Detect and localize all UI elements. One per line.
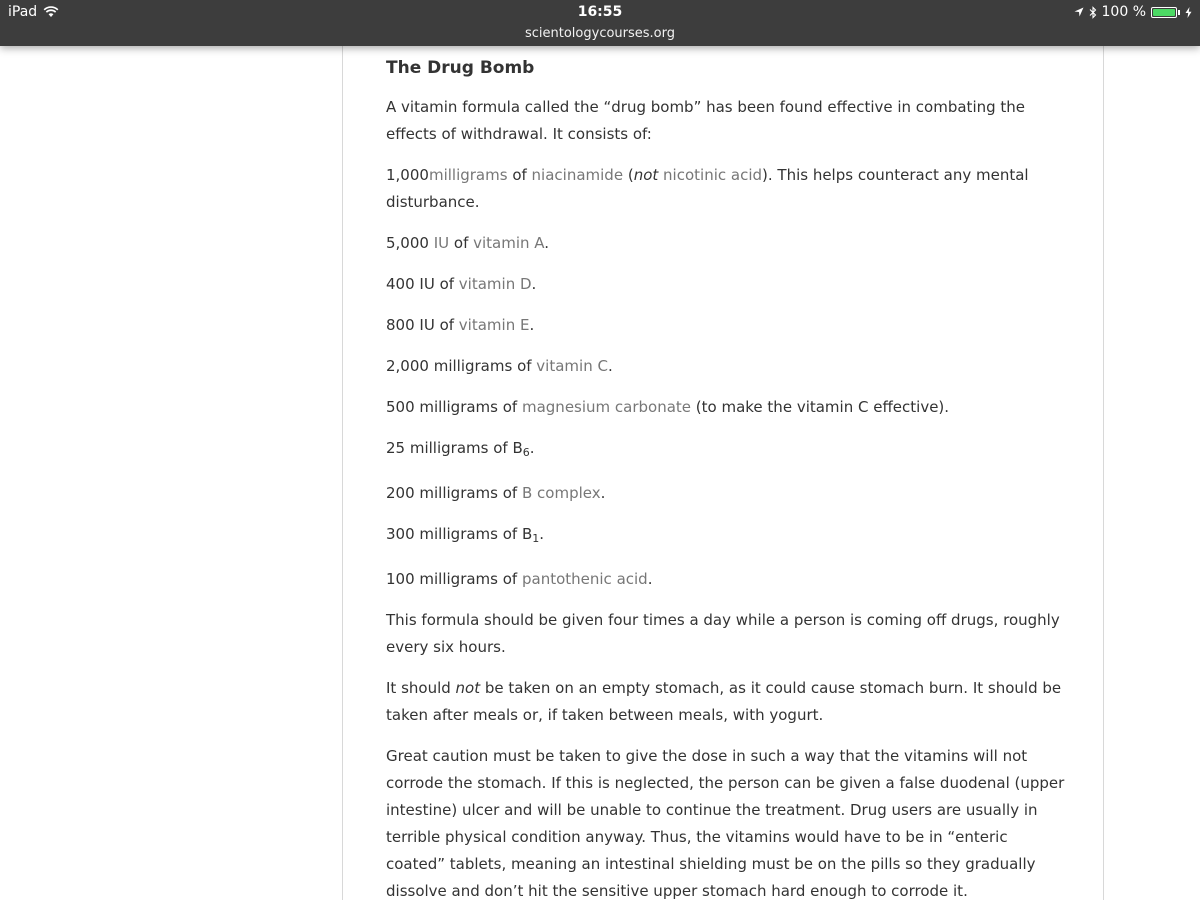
niacin-not-emphasis: not [633,166,659,184]
stomach-post: be taken on an empty stomach, as it could cause stomach burn. It should be taken after meals or, if taken between meals, with yogurt. [386,679,1062,724]
niacinamide-link[interactable]: niacinamide [531,166,624,184]
magnesium-item [386,394,1066,421]
b6-amount: 25 milligrams of B [386,439,523,457]
status-bar [0,0,1200,46]
vit-a-end: . [544,234,550,252]
article [386,56,1066,919]
clock: 16:55 [577,4,623,20]
b1-amount: 300 milligrams of B [386,525,533,543]
vit-c-end: . [607,357,613,375]
battery-percent: 100 % [1101,4,1146,20]
iu-link[interactable]: IU [433,234,450,252]
vitamin-e-item [386,312,1066,339]
battery-icon [1151,7,1177,18]
b-complex-link[interactable]: B complex [521,484,601,502]
pantothenic-acid-link[interactable]: pantothenic acid [521,570,648,588]
vitamin-e-link[interactable]: vitamin E [458,316,530,334]
b-complex-item [386,480,1066,507]
caution-paragraph: Great caution must be taken to give the dose in such a way that the vitamins will not corrode the stomach. If this is neglected, the person can be given a false duodenal (upper intestine) ulcer and will be unable to continue the treatment. Drug users are usually in terrible physical condition anyway. Thus, the vitamins would have to be in “enteric coated” tablets, meaning an intestinal shielding must be on the pills so they gradually dissolve and don’t hit the sensitive upper stomach hard enough to corrode it. [386,747,1065,900]
niacinamide-item [386,162,1066,216]
b6-subscript: 6 [522,446,530,459]
b1-item [386,521,1066,548]
dosage-paragraph: This formula should be given four times a day while a person is coming off drugs, roughly every six hours. [386,611,1060,656]
niacin-paren: ( [623,166,634,184]
vitamin-a-item [386,230,1066,257]
bcomplex-end: . [600,484,606,502]
charging-icon [1185,7,1192,18]
device-label: iPad [8,4,38,20]
status-right [1074,4,1192,20]
stomach-pre: It should [386,679,456,697]
vitamin-c-item [386,353,1066,380]
stomach-not-emphasis: not [455,679,481,697]
pantothenic-end: . [647,570,653,588]
bluetooth-icon [1089,6,1097,19]
stomach-paragraph [386,675,1066,729]
bcomplex-amount: 200 milligrams of [386,484,522,502]
intro-paragraph: A vitamin formula called the “drug bomb” has been found effective in combating the effects of withdrawal. It consists of: [386,98,1026,143]
magnesium-amount: 500 milligrams of [386,398,522,416]
battery-tip [1178,10,1180,15]
b1-end: . [539,525,545,543]
magnesium-carbonate-link[interactable]: magnesium carbonate [521,398,692,416]
url-label[interactable]: scientologycourses.org [524,26,675,41]
niacin-amount: 1,000 [386,166,429,184]
location-arrow-icon [1074,7,1084,17]
niacin-of: of [507,166,532,184]
vit-a-amount: 5,000 [386,234,434,252]
vitamin-d-item [386,271,1066,298]
magnesium-end: (to make the vitamin C effective). [691,398,950,416]
b1-subscript: 1 [532,532,540,545]
status-center [0,3,1200,43]
battery-fill [1153,9,1175,16]
pantothenic-item [386,566,1066,593]
vit-e-amount: 800 IU of [386,316,459,334]
vit-e-end: . [529,316,535,334]
article-heading: The Drug Bomb [386,58,535,78]
pantothenic-amount: 100 milligrams of [386,570,522,588]
vitamin-d-link[interactable]: vitamin D [458,275,532,293]
b6-end: . [529,439,535,457]
milligrams-link[interactable]: milligrams [428,166,508,184]
nicotinic-acid-link[interactable]: nicotinic acid [663,166,763,184]
vitamin-a-link[interactable]: vitamin A [473,234,545,252]
b6-item [386,435,1066,462]
vit-d-amount: 400 IU of [386,275,459,293]
vitamin-c-link[interactable]: vitamin C [536,357,608,375]
vit-d-end: . [531,275,537,293]
niacin-rest: ). This helps counteract any mental disturbance. [386,166,1029,211]
vit-c-amount: 2,000 milligrams of [386,357,537,375]
vit-a-of: of [449,234,474,252]
